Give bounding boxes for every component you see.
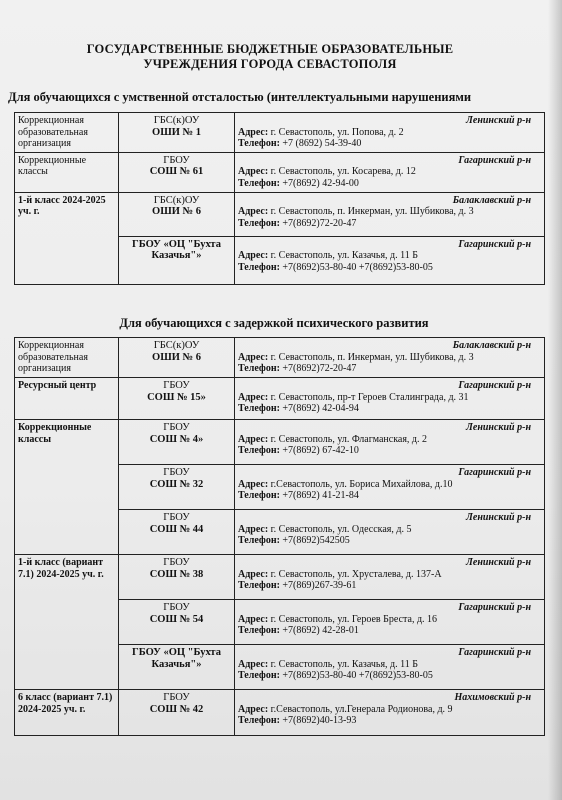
contact-cell	[235, 420, 545, 465]
contact-cell	[235, 555, 545, 600]
contact-cell	[235, 645, 545, 690]
category-cell: Коррекционные классы	[15, 152, 119, 192]
phone-value: +7(8692) 67-42-10	[282, 445, 359, 456]
table-row	[15, 338, 545, 378]
institution-number: ОШИ № 6	[152, 206, 201, 217]
institution-cell	[119, 152, 235, 192]
institution-cell	[119, 420, 235, 465]
address-value: г. Севастополь, ул. Казачья, д. 11 Б	[270, 250, 419, 261]
phone-label: Телефон:	[238, 261, 280, 273]
institution-cell	[119, 465, 235, 510]
institution-number: ОШИ № 1	[152, 126, 201, 138]
phone-value: +7(8692) 41-21-84	[282, 490, 359, 501]
institution-cell	[119, 192, 235, 236]
institution-number: СОШ № 44	[149, 523, 204, 535]
phone-label: Телефон:	[238, 580, 280, 591]
address-value: г.Севастополь, ул.Генерала Родионова, д. 9	[270, 703, 453, 715]
address-value: г. Севастополь, п. Инкерман, ул. Шубикова, д. 3	[270, 351, 474, 363]
phone-label: Телефон:	[238, 670, 280, 681]
institution-type: ГБС(к)ОУ	[153, 194, 200, 206]
address-label: Адрес:	[238, 206, 269, 217]
address-value: г. Севастополь, ул. Героев Бреста, д. 16	[270, 613, 438, 625]
phone-value: +7 (8692) 54-39-40	[282, 138, 362, 149]
schools-table-mental-disability	[14, 112, 545, 285]
institution-type: ГБОУ	[163, 602, 190, 613]
district-label: Гагаринский р-н	[458, 380, 531, 391]
address-label: Адрес:	[238, 703, 269, 715]
district-label: Балаклавский р-н	[452, 194, 531, 206]
phone-value: +7(8692) 42-94-00	[282, 177, 359, 189]
district-label: Гагаринский р-н	[458, 154, 531, 166]
contact-cell	[235, 465, 545, 510]
section-1-title: Для обучающихся с умственной отсталостью (интеллектуальными нарушениями	[8, 90, 472, 104]
phone-label: Телефон:	[238, 445, 280, 456]
address-value: г. Севастополь, п. Инкерман, ул. Шубикова, д. 3	[270, 206, 474, 217]
institution-number: СОШ № 32	[149, 478, 204, 490]
institution-number: СОШ № 54	[149, 613, 204, 625]
institution-cell	[119, 510, 235, 555]
phone-value: +7(8692) 42-28-01	[282, 625, 359, 636]
table-row	[15, 690, 545, 736]
institution-number: СОШ № 4»	[149, 433, 204, 445]
category-cell: Коррекционные классы	[15, 420, 119, 555]
address-value: г. Севастополь, ул. Попова, д. 2	[270, 126, 404, 138]
institution-cell	[119, 555, 235, 600]
address-label: Адрес:	[238, 351, 269, 363]
document-header	[0, 42, 540, 72]
institution-cell	[119, 378, 235, 420]
table-row	[15, 555, 545, 600]
district-label: Балаклавский р-н	[452, 340, 531, 351]
address-value: г. Севастополь, ул. Косарева, д. 12	[270, 166, 416, 177]
district-label: Гагаринский р-н	[458, 238, 531, 250]
institution-type: ГБОУ «ОЦ "Бухта Казачья"»	[132, 647, 221, 670]
table-row	[15, 420, 545, 465]
address-label: Адрес:	[238, 613, 269, 625]
institution-type: ГБОУ	[163, 422, 190, 433]
contact-cell	[235, 600, 545, 645]
phone-label: Телефон:	[238, 138, 280, 149]
header-line-2: УЧРЕЖДЕНИЯ ГОРОДА СЕВАСТОПОЛЯ	[143, 57, 397, 71]
section-2-title: Для обучающихся с задержкой психического развития	[119, 316, 429, 330]
institution-type: ГБОУ	[163, 692, 190, 703]
address-label: Адрес:	[238, 658, 269, 670]
contact-cell	[235, 113, 545, 153]
address-label: Адрес:	[238, 568, 269, 580]
address-label: Адрес:	[238, 126, 269, 138]
address-value: г. Севастополь, ул. Одесская, д. 5	[270, 523, 412, 535]
phone-value: +7(8692)72-20-47	[282, 217, 357, 229]
phone-value: +7(8692)53-80-40 +7(8692)53-80-05	[282, 261, 433, 273]
contact-cell	[235, 510, 545, 555]
district-label: Ленинский р-н	[466, 422, 531, 433]
table-row	[15, 152, 545, 192]
institution-cell	[119, 338, 235, 378]
contact-cell	[235, 338, 545, 378]
institution-type: ГБОУ	[163, 467, 190, 478]
address-label: Адрес:	[238, 166, 269, 177]
institution-number: СОШ № 38	[149, 568, 204, 580]
district-label: Гагаринский р-н	[458, 467, 531, 478]
contact-cell	[235, 152, 545, 192]
district-label: Ленинский р-н	[466, 512, 531, 523]
phone-label: Телефон:	[238, 363, 280, 374]
institution-cell	[119, 645, 235, 690]
phone-label: Телефон:	[238, 715, 280, 726]
institution-cell	[119, 600, 235, 645]
address-value: г.Севастополь, ул. Бориса Михайлова, д.10	[270, 478, 453, 490]
address-label: Адрес:	[238, 250, 269, 261]
table-row	[15, 192, 545, 236]
institution-type: ГБОУ	[163, 154, 190, 166]
district-label: Нахимовский р-н	[454, 692, 531, 703]
phone-value: +7(8692)542505	[282, 535, 350, 546]
contact-cell	[235, 690, 545, 736]
schools-table-developmental-delay	[14, 337, 545, 736]
phone-label: Телефон:	[238, 535, 280, 546]
district-label: Гагаринский р-н	[458, 602, 531, 613]
phone-label: Телефон:	[238, 177, 280, 189]
category-cell: 1-й класс (вариант 7.1) 2024-2025 уч. г.	[15, 555, 119, 690]
institution-type: ГБС(к)ОУ	[153, 340, 200, 351]
address-label: Адрес:	[238, 433, 269, 445]
address-value: г. Севастополь, пр-т Героев Сталинграда, д. 31	[270, 391, 469, 403]
address-label: Адрес:	[238, 391, 269, 403]
district-label: Гагаринский р-н	[458, 647, 531, 658]
category-cell: Коррекционная образовательная организация	[15, 338, 119, 378]
category-cell: 6 класс (вариант 7.1) 2024-2025 уч. г.	[15, 690, 119, 736]
category-cell: 1-й класс 2024-2025 уч. г.	[15, 192, 119, 284]
institution-type: ГБОУ	[163, 557, 190, 568]
phone-value: +7(8692)53-80-40 +7(8692)53-80-05	[282, 670, 433, 681]
institution-type: ГБС(к)ОУ	[153, 115, 200, 126]
phone-label: Телефон:	[238, 217, 280, 229]
institution-number: ОШИ № 6	[152, 351, 201, 363]
institution-number: СОШ № 42	[149, 703, 204, 715]
header-line-1: ГОСУДАРСТВЕННЫЕ БЮДЖЕТНЫЕ ОБРАЗОВАТЕЛЬНЫЕ	[86, 42, 454, 56]
institution-cell	[119, 690, 235, 736]
institution-type: ГБОУ	[163, 380, 190, 391]
phone-label: Телефон:	[238, 625, 280, 636]
contact-cell	[235, 378, 545, 420]
table-row	[15, 113, 545, 153]
institution-cell	[119, 236, 235, 284]
institution-type: ГБОУ	[163, 512, 190, 523]
institution-number: СОШ № 15»	[147, 391, 206, 403]
institution-type: ГБОУ «ОЦ "Бухта Казачья"»	[132, 238, 221, 261]
category-cell: Коррекционная образовательная организация	[15, 113, 119, 153]
address-label: Адрес:	[238, 478, 269, 490]
contact-cell	[235, 236, 545, 284]
contact-cell	[235, 192, 545, 236]
institution-number: СОШ № 61	[149, 166, 204, 177]
category-cell: Ресурсный центр	[15, 378, 119, 420]
table-row	[15, 378, 545, 420]
phone-value: +7(8692)40-13-93	[282, 715, 357, 726]
district-label: Ленинский р-н	[466, 557, 531, 568]
institution-cell	[119, 113, 235, 153]
address-value: г. Севастополь, ул. Казачья, д. 11 Б	[270, 658, 419, 670]
address-label: Адрес:	[238, 523, 269, 535]
address-value: г. Севастополь, ул. Флагманская, д. 2	[270, 433, 428, 445]
phone-value: +7(8692) 42-04-94	[282, 403, 359, 414]
address-value: г. Севастополь, ул. Хрусталева, д. 137-А	[270, 568, 442, 580]
phone-label: Телефон:	[238, 490, 280, 501]
district-label: Ленинский р-н	[466, 115, 531, 126]
phone-label: Телефон:	[238, 403, 280, 414]
phone-value: +7(8692)72-20-47	[282, 363, 357, 374]
page-edge-shadow	[548, 0, 562, 800]
phone-value: +7(869)267-39-61	[282, 580, 357, 591]
